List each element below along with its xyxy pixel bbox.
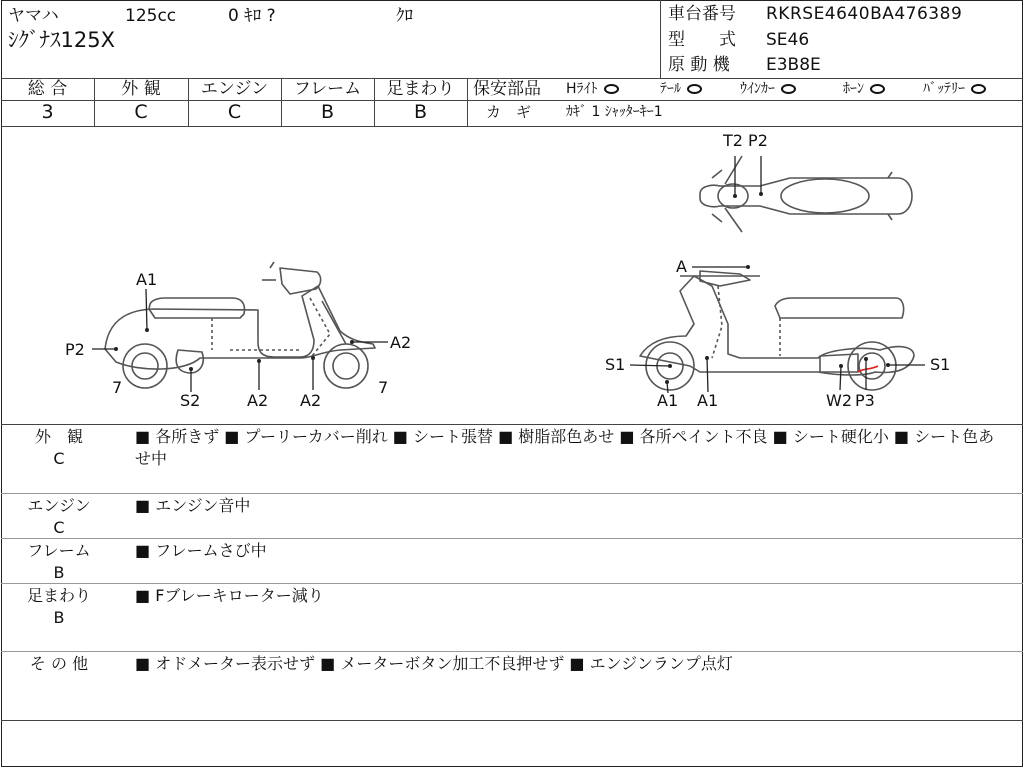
- diag-label: W2: [826, 391, 852, 410]
- diag-label: S1: [930, 355, 951, 374]
- grade-label-exterior: 外 観: [121, 79, 161, 99]
- section-other-label: そ の 他: [29, 654, 89, 673]
- diag-label: A2: [390, 333, 412, 352]
- section-other-text: ■ オドメーター表示せず ■ メーターボタン加工不良押せず ■ エンジンランプ点灯: [135, 654, 733, 673]
- safety-parts: [468, 78, 1023, 126]
- ok-mark-icon: [870, 84, 885, 94]
- engine-value: E3B8E: [766, 55, 821, 75]
- safety-item-headlight: Hﾗｲﾄ: [566, 82, 619, 96]
- section-engine-text: ■ エンジン音中: [135, 496, 251, 515]
- section-engine-label: エンジン C: [27, 496, 91, 537]
- section-frame-label: フレーム B: [27, 541, 91, 582]
- diag-label: A2: [247, 391, 269, 410]
- grade-label-overall: 総 合: [27, 79, 68, 99]
- frame-no-value: RKRSE4640BA476389: [766, 4, 963, 24]
- diag-label: T2 P2: [723, 131, 768, 150]
- diag-label: P2: [65, 340, 85, 359]
- section-suspension-text: ■ Fブレーキローター減り: [135, 586, 324, 605]
- diag-label: A2: [300, 391, 322, 410]
- section-exterior-label: 外 観 C: [34, 427, 83, 468]
- section-exterior-text: ■ 各所きず ■ プーリーカバー削れ ■ シート張替 ■ 樹脂部色あせ ■ 各所ペイント不良 ■ シート硬化小 ■ シート色あせ中: [135, 427, 995, 468]
- grade-label-suspension: 足まわり: [386, 79, 455, 99]
- section-suspension-label: 足まわり B: [26, 586, 91, 627]
- diag-label: A1: [657, 391, 679, 410]
- displacement: 125cc: [125, 6, 177, 26]
- model-name: ｼｸﾞﾅｽ125X: [8, 28, 115, 52]
- maker: ヤマハ: [8, 6, 59, 26]
- grade-label-engine: エンジン: [200, 79, 269, 99]
- grade-label-frame: フレーム: [293, 79, 362, 99]
- diag-label: S1: [605, 355, 626, 374]
- safety-item-battery: ﾊﾞｯﾃﾘｰ: [923, 82, 986, 96]
- type-label: 型 式: [668, 30, 736, 50]
- diag-label: A1: [136, 270, 158, 289]
- grade-value-exterior: C: [134, 101, 148, 123]
- diag-label: 7: [378, 378, 389, 397]
- scooter-right-side-icon: [640, 271, 914, 390]
- mileage: 0 ｷﾛ ?: [228, 6, 276, 26]
- section-frame-text: ■ フレームさび中: [135, 541, 267, 560]
- grade-value-engine: C: [227, 101, 242, 123]
- diagram-rule: [1, 424, 1023, 425]
- ok-mark-icon: [781, 84, 796, 94]
- safety-item-tail: ﾃｰﾙ: [660, 82, 702, 96]
- grade-value-suspension: B: [413, 101, 428, 123]
- header-divider: [660, 0, 661, 78]
- color: ｸﾛ: [396, 6, 413, 26]
- diag-label: A: [676, 257, 687, 276]
- safety-item-winker: ｳｲﾝｶｰ: [740, 82, 796, 96]
- safety-item-horn: ﾎｰﾝ: [843, 82, 885, 96]
- grade-value-frame: B: [320, 101, 335, 123]
- scooter-top-view-icon: [700, 156, 912, 232]
- diag-label: 7: [112, 378, 123, 397]
- diag-label: A1: [697, 391, 719, 410]
- frame-no-label: 車台番号: [668, 4, 736, 24]
- damage-mark: [858, 366, 878, 372]
- engine-label: 原 動 機: [668, 55, 730, 75]
- ok-mark-icon: [604, 84, 619, 94]
- ok-mark-icon: [971, 84, 986, 94]
- diag-label: P3: [855, 391, 875, 410]
- diag-label: S2: [180, 391, 201, 410]
- damage-diagram: [0, 126, 1024, 424]
- ok-mark-icon: [687, 84, 702, 94]
- grade-table: [1, 78, 468, 126]
- safety-label: 保安部品: [473, 79, 541, 99]
- grade-value-overall: 3: [41, 101, 54, 123]
- key-value: ｶｷﾞ 1 ｼｬｯﾀｰｷｰ1: [566, 104, 663, 120]
- key-label: カ ギ: [486, 103, 532, 121]
- type-value: SE46: [766, 30, 810, 50]
